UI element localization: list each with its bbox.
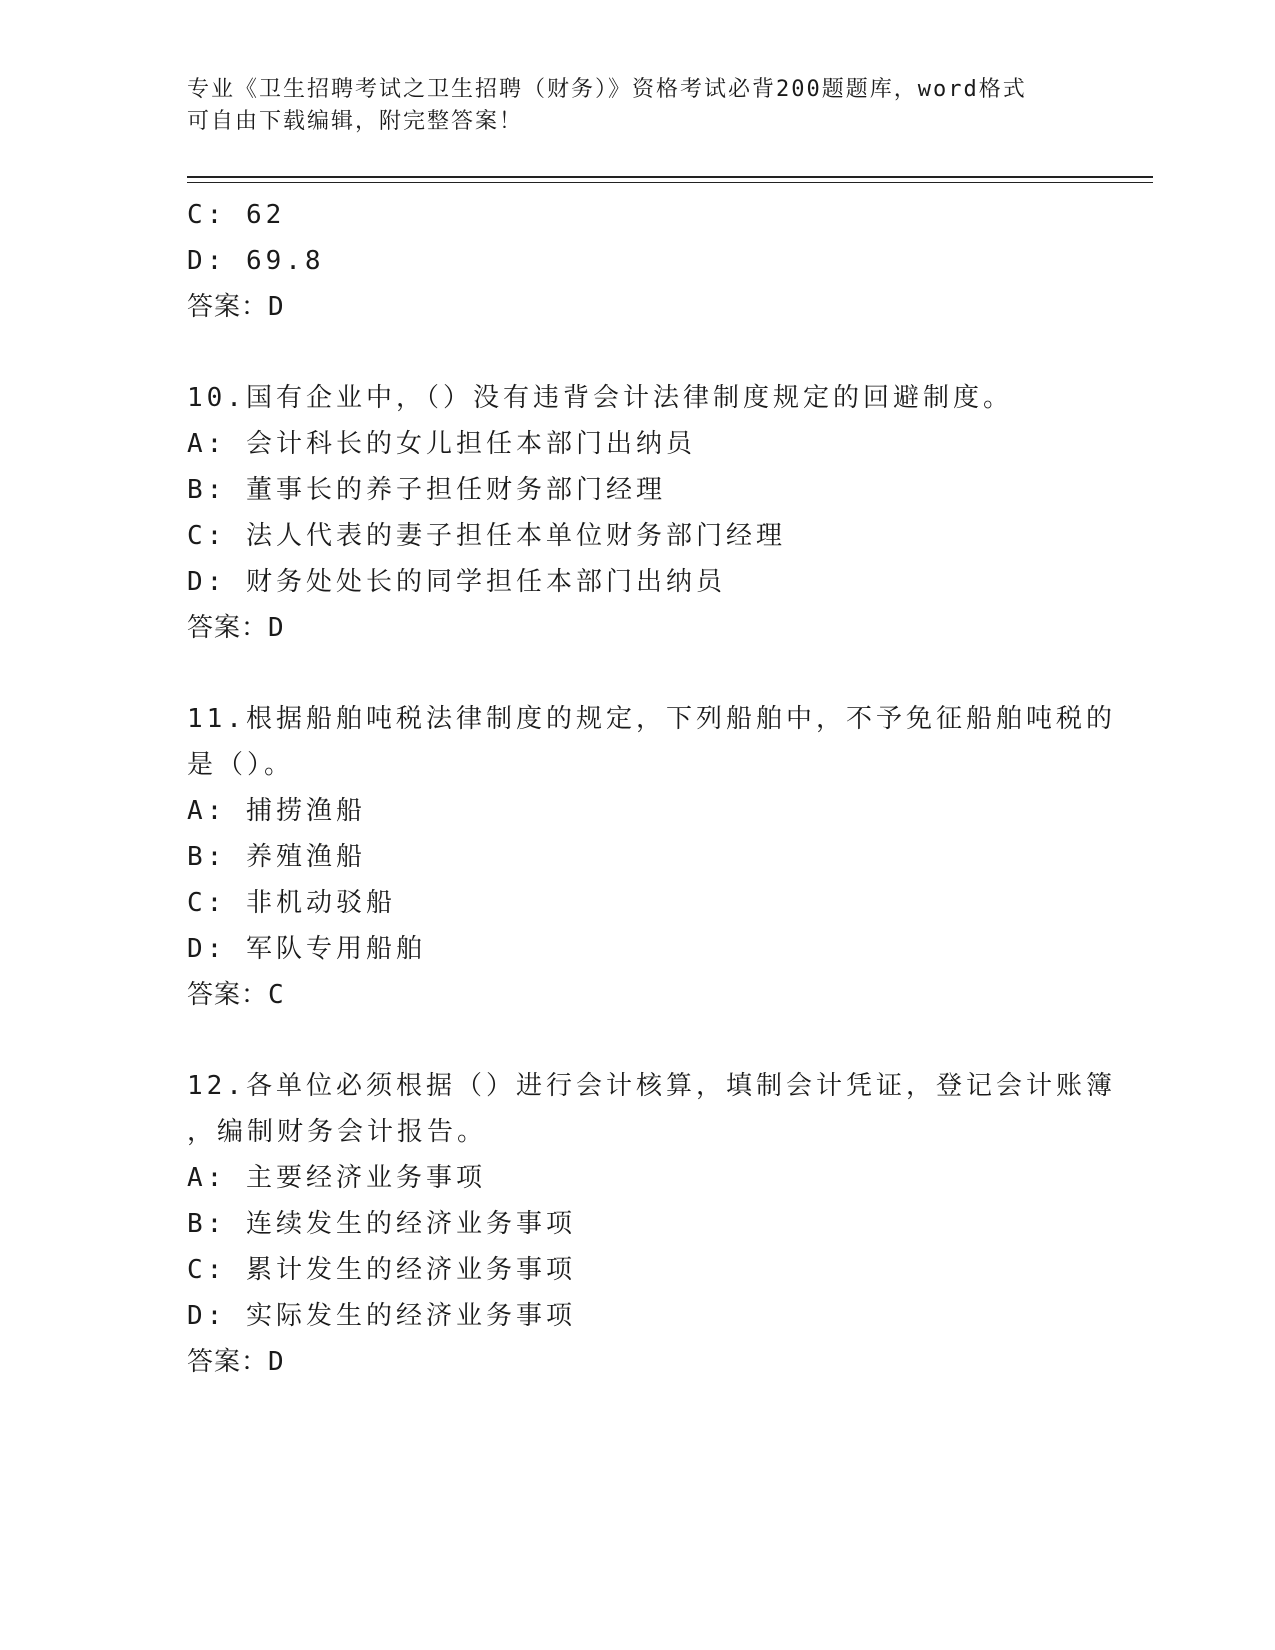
option-a: A: 主要经济业务事项 xyxy=(187,1163,486,1193)
header-rule-thick xyxy=(187,176,1153,178)
option-a: A: 会计科长的女儿担任本部门出纳员 xyxy=(187,429,696,459)
question-stem-continued: ，编制财务会计报告。 xyxy=(187,1117,488,1147)
header-rule-thin xyxy=(187,182,1153,183)
question-stem: 11.根据船舶吨税法律制度的规定，下列船舶中，不予免征船舶吨税的 xyxy=(187,704,1116,734)
option-b: B: 养殖渔船 xyxy=(187,842,366,872)
header-line-2: 可自由下载编辑，附完整答案！ xyxy=(187,109,524,134)
question-stem: 10.国有企业中，（）没有违背会计法律制度规定的回避制度。 xyxy=(187,383,1013,413)
question-content xyxy=(187,192,1116,1385)
question-number: 11. xyxy=(187,704,246,734)
answer-line: 答案：D xyxy=(187,613,285,643)
option-a: A: 捕捞渔船 xyxy=(187,796,366,826)
document-header xyxy=(187,74,1087,138)
option-c: C: 非机动驳船 xyxy=(187,888,396,918)
option-b: B: 董事长的养子担任财务部门经理 xyxy=(187,475,666,505)
answer-line: 答案：D xyxy=(187,292,285,322)
option-d: D: 军队专用船舶 xyxy=(187,934,426,964)
question-number: 10. xyxy=(187,383,246,413)
option-c: C: 累计发生的经济业务事项 xyxy=(187,1255,576,1285)
option-c: C: 62 xyxy=(187,200,286,230)
option-d: D: 实际发生的经济业务事项 xyxy=(187,1301,576,1331)
option-d: D: 69.8 xyxy=(187,246,325,276)
option-d: D: 财务处处长的同学担任本部门出纳员 xyxy=(187,567,726,597)
question-number: 12. xyxy=(187,1071,246,1101)
question-stem-continued: 是（）。 xyxy=(187,750,295,780)
header-line-1: 专业《卫生招聘考试之卫生招聘（财务）》资格考试必背200题题库，word格式 xyxy=(187,77,1027,102)
question-stem: 12.各单位必须根据（）进行会计核算，填制会计凭证，登记会计账簿 xyxy=(187,1071,1116,1101)
option-b: B: 连续发生的经济业务事项 xyxy=(187,1209,576,1239)
answer-line: 答案：C xyxy=(187,980,285,1010)
answer-line: 答案：D xyxy=(187,1347,285,1377)
option-c: C: 法人代表的妻子担任本单位财务部门经理 xyxy=(187,521,786,551)
